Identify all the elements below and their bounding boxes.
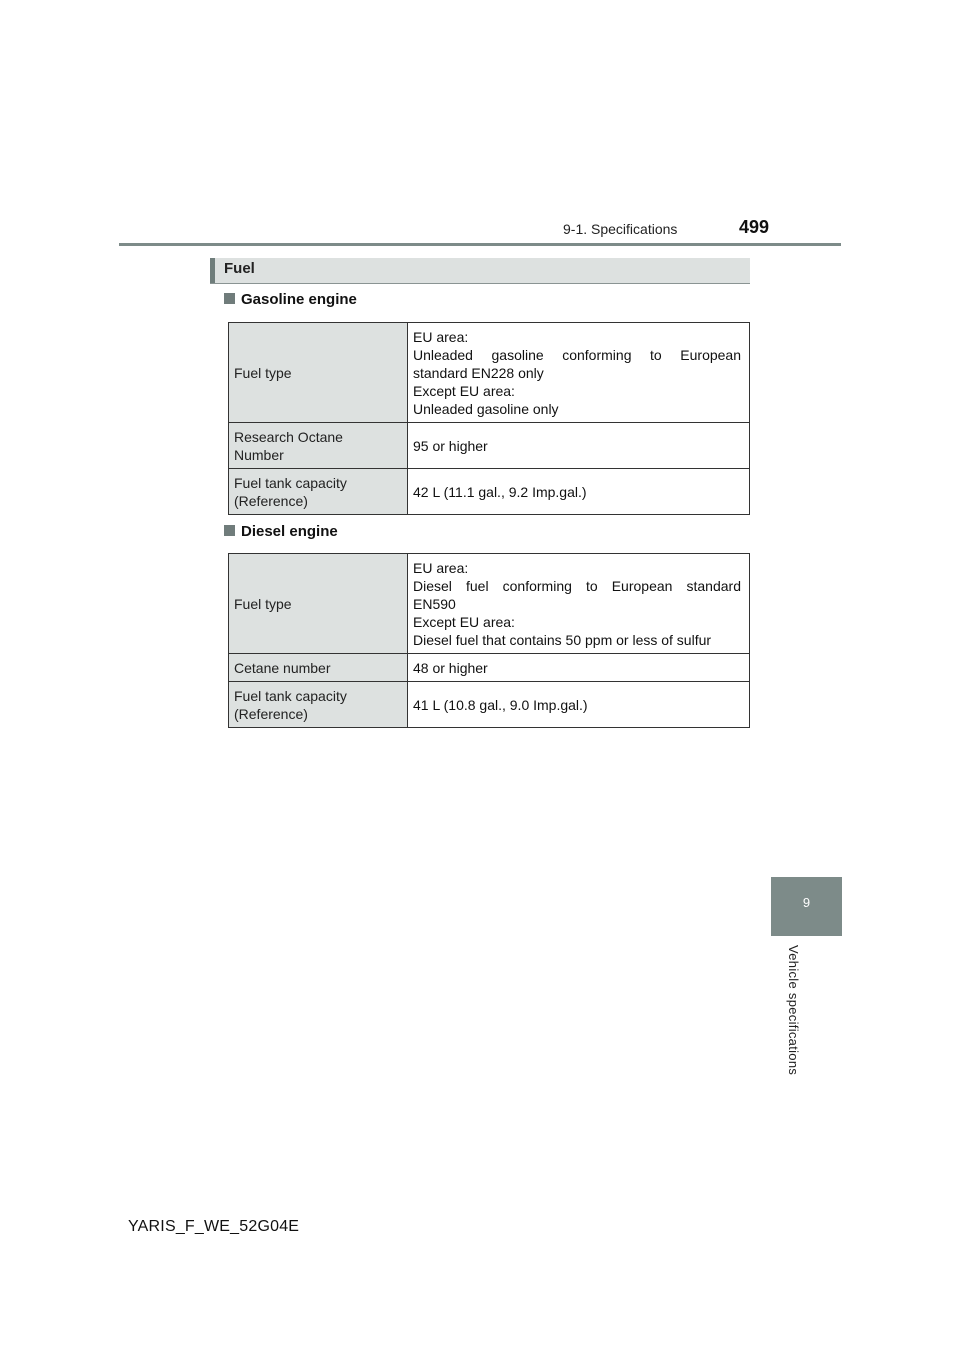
table-row bbox=[229, 323, 750, 423]
row-label bbox=[229, 682, 408, 728]
value-line: Diesel fuel that contains 50 ppm or less of sulfur bbox=[413, 631, 712, 648]
value-line: Diesel fuel conforming to European standard bbox=[413, 577, 741, 594]
value-line: 41 L (10.8 gal., 9.0 Imp.gal.) bbox=[413, 696, 588, 713]
row-label bbox=[229, 323, 408, 423]
footer-document-code: YARIS_F_WE_52G04E bbox=[128, 1218, 300, 1235]
chapter-tab-number: 9 bbox=[802, 895, 811, 910]
row-label bbox=[229, 554, 408, 654]
row-value bbox=[408, 654, 750, 682]
section-heading-accent bbox=[210, 258, 215, 283]
section-heading-bar bbox=[210, 258, 750, 284]
chapter-tab-label: Vehicle specifications bbox=[786, 945, 801, 1076]
table-row bbox=[229, 469, 750, 515]
table-row bbox=[229, 682, 750, 728]
value-line: Except EU area: bbox=[413, 382, 515, 399]
table-row bbox=[229, 554, 750, 654]
diesel-heading-text: Diesel engine bbox=[241, 523, 338, 540]
row-value bbox=[408, 423, 750, 469]
value-line: Except EU area: bbox=[413, 613, 515, 630]
table-row bbox=[229, 654, 750, 682]
label-line: (Reference) bbox=[234, 492, 308, 509]
row-label bbox=[229, 423, 408, 469]
label-line: (Reference) bbox=[234, 705, 308, 722]
page-number: 499 bbox=[739, 217, 770, 237]
label-line: Number bbox=[234, 446, 284, 463]
label-line: Fuel tank capacity bbox=[234, 687, 347, 704]
row-value bbox=[408, 554, 750, 654]
label-line: Fuel type bbox=[234, 595, 292, 612]
value-line: standard EN228 only bbox=[413, 364, 544, 381]
value-line: Unleaded gasoline only bbox=[413, 400, 559, 417]
value-line: 42 L (11.1 gal., 9.2 Imp.gal.) bbox=[413, 483, 587, 500]
value-line: 95 or higher bbox=[413, 437, 488, 454]
square-bullet-icon bbox=[224, 293, 235, 304]
label-line: Fuel type bbox=[234, 364, 292, 381]
diesel-spec-table bbox=[228, 553, 750, 728]
value-line: Unleaded gasoline conforming to European bbox=[413, 346, 741, 363]
value-line: EU area: bbox=[413, 559, 469, 576]
label-line: Fuel tank capacity bbox=[234, 474, 347, 491]
row-label bbox=[229, 654, 408, 682]
header-section-title: 9-1. Specifications bbox=[563, 221, 678, 237]
value-line: EU area: bbox=[413, 328, 469, 345]
label-line: Research Octane bbox=[234, 428, 343, 445]
row-value bbox=[408, 682, 750, 728]
value-line: EN590 bbox=[413, 595, 456, 612]
gasoline-heading bbox=[224, 291, 357, 308]
gasoline-spec-table bbox=[228, 322, 750, 515]
header-rule bbox=[119, 243, 841, 246]
row-value bbox=[408, 323, 750, 423]
row-value bbox=[408, 469, 750, 515]
section-title: Fuel bbox=[224, 260, 255, 277]
row-label bbox=[229, 469, 408, 515]
square-bullet-icon bbox=[224, 525, 235, 536]
diesel-heading bbox=[224, 523, 338, 540]
chapter-tab bbox=[771, 877, 842, 936]
gasoline-heading-text: Gasoline engine bbox=[241, 291, 357, 308]
table-row bbox=[229, 423, 750, 469]
value-line: 48 or higher bbox=[413, 659, 488, 676]
label-line: Cetane number bbox=[234, 659, 331, 676]
